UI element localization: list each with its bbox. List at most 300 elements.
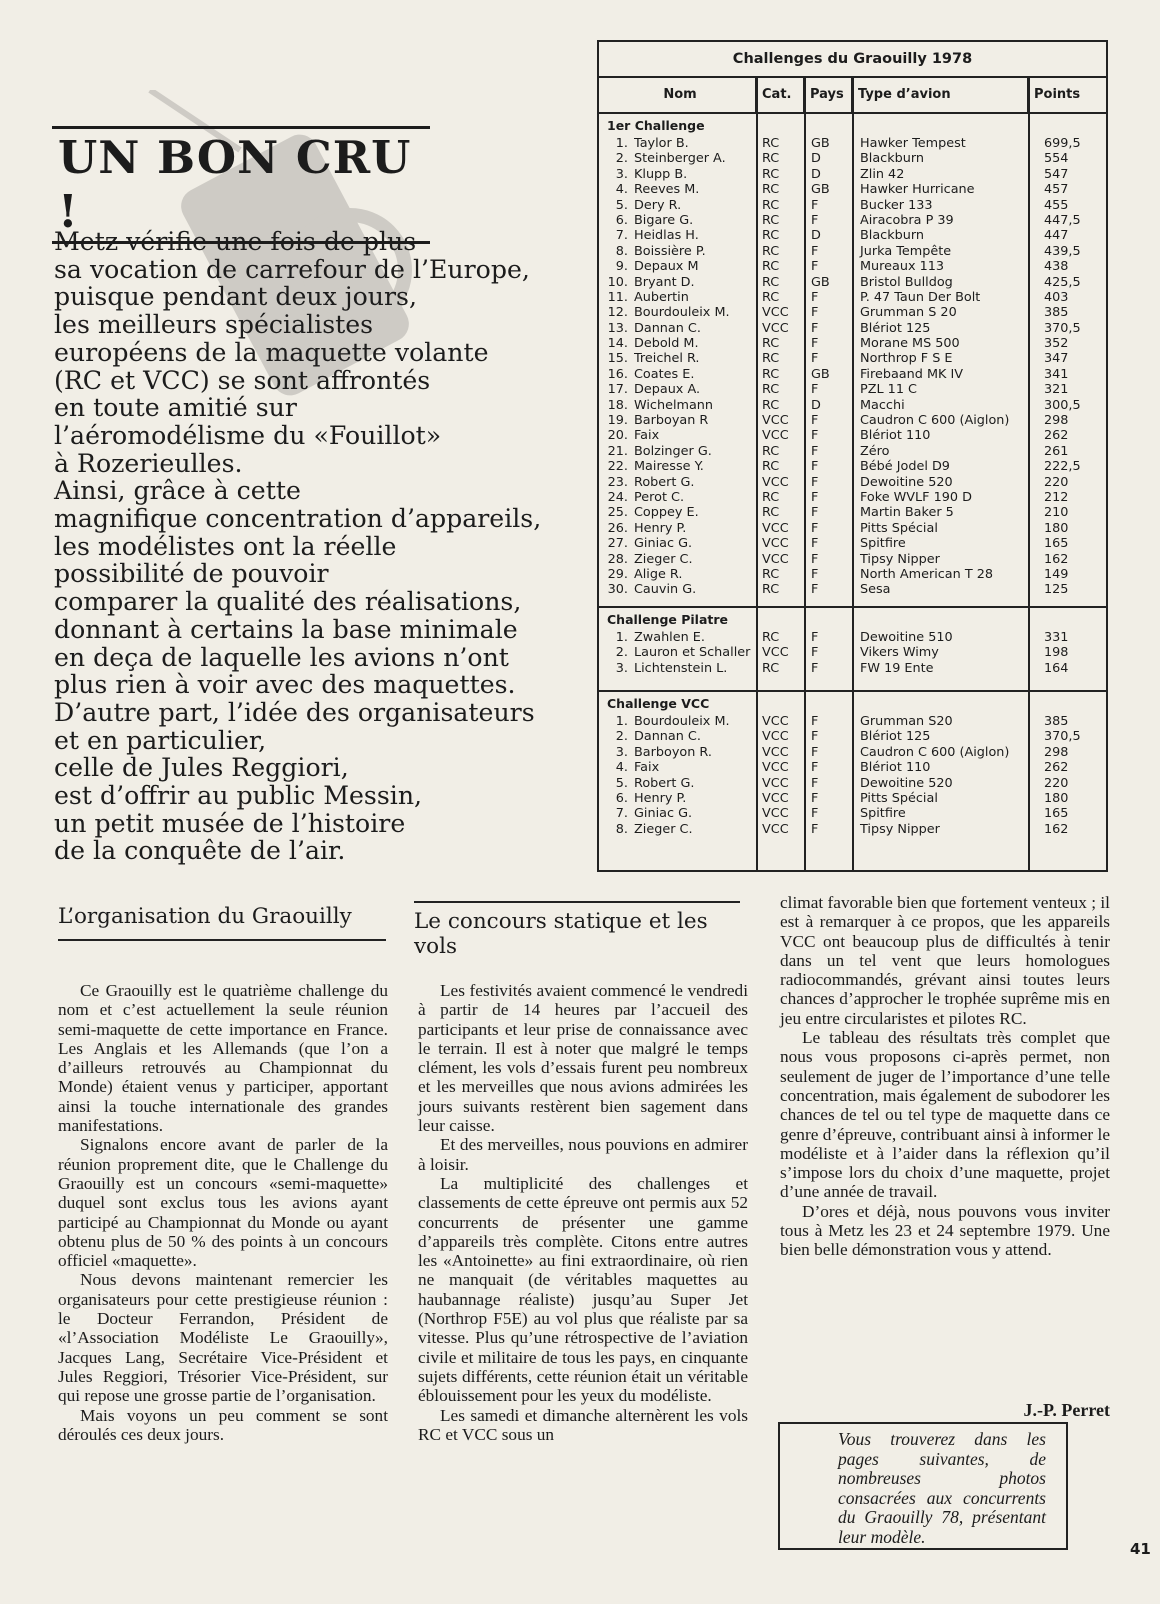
row-aircraft: Grumman S20 xyxy=(860,714,953,729)
row-name: Barboyan R xyxy=(634,413,709,429)
section-title: Challenge VCC xyxy=(607,696,710,711)
results-table xyxy=(597,40,1108,872)
row-name: Treichel R. xyxy=(634,351,700,367)
row-name: Dannan C. xyxy=(634,320,701,336)
intro-line: un petit musée de l’histoire xyxy=(54,808,406,838)
page-title: UN BON CRU ! xyxy=(58,131,412,238)
header-points: Points xyxy=(1034,87,1081,102)
row-aircraft: Macchi xyxy=(860,397,905,413)
intro-line: à Rozerieulles. xyxy=(54,448,243,478)
row-rank: 3. xyxy=(615,660,628,676)
row-rank: 1. xyxy=(615,630,628,645)
row-rank: 1. xyxy=(615,714,628,729)
row-rank: 3. xyxy=(615,166,628,182)
row-points: 447,5 xyxy=(1044,212,1081,228)
row-category: RC xyxy=(762,182,780,198)
row-category: RC xyxy=(762,243,780,259)
row-category: VCC xyxy=(762,428,789,444)
row-name: Taylor B. xyxy=(634,136,689,151)
row-rank: 2. xyxy=(615,645,628,661)
row-points: 220 xyxy=(1044,474,1069,490)
row-name: Zieger C. xyxy=(634,821,693,837)
row-rank: 18. xyxy=(607,397,628,413)
row-country: F xyxy=(811,351,819,367)
row-rank: 27. xyxy=(607,536,628,552)
row-aircraft: Blériot 125 xyxy=(860,729,931,745)
row-rank: 17. xyxy=(607,382,628,398)
row-country: F xyxy=(811,582,819,598)
row-rank: 6. xyxy=(615,790,628,806)
row-aircraft: North American T 28 xyxy=(860,566,993,582)
row-aircraft: Vikers Wimy xyxy=(860,645,939,661)
row-name: Bolzinger G. xyxy=(634,443,712,459)
row-country: F xyxy=(811,551,819,567)
row-points: 370,5 xyxy=(1044,320,1081,336)
row-rank: 7. xyxy=(615,228,628,244)
row-category: RC xyxy=(762,289,780,305)
row-points: 180 xyxy=(1044,790,1069,806)
col1-paragraph: Mais voyons un peu comment se sont déroulés ces deux jours. xyxy=(58,1405,388,1444)
row-category: RC xyxy=(762,630,780,645)
row-aircraft: Blériot 110 xyxy=(860,760,931,776)
row-points: 164 xyxy=(1044,660,1069,676)
row-name: Steinberger A. xyxy=(634,151,726,167)
row-category: VCC xyxy=(762,760,789,776)
row-aircraft: Bucker 133 xyxy=(860,197,933,213)
row-category: RC xyxy=(762,366,780,382)
row-aircraft: Sesa xyxy=(860,582,891,598)
row-country: F xyxy=(811,645,819,661)
row-category: VCC xyxy=(762,520,789,536)
row-points: 457 xyxy=(1044,182,1069,198)
intro-line: en toute amitié sur xyxy=(54,393,297,423)
row-name: Boissière P. xyxy=(634,243,706,259)
intro-line: D’autre part, l’idée des organisateurs xyxy=(54,697,535,727)
row-name: Coppey E. xyxy=(634,505,699,521)
row-name: Bigare G. xyxy=(634,212,694,228)
row-aircraft: Hawker Tempest xyxy=(860,136,966,151)
row-country: F xyxy=(811,197,819,213)
table-title: Challenges du Graouilly 1978 xyxy=(599,42,1106,78)
row-category: VCC xyxy=(762,413,789,429)
table-column-rule xyxy=(1028,78,1030,870)
row-country: F xyxy=(811,536,819,552)
row-aircraft: Martin Baker 5 xyxy=(860,505,954,521)
col1-paragraph: Ce Graouilly est le quatrième challenge du nom et c’est actuellement la seule réunion semi-maquette de cette importance en France. Les Anglais et les Allemands (que l’on a d’ailleurs retrouvés au Championnat du Monde) étaient venus y participer, apportant ainsi la touche internationale des grandes manifestations. xyxy=(58,981,388,1136)
col1-heading-block xyxy=(58,904,386,941)
col2-heading-block xyxy=(414,901,740,959)
intro-line: donnant à certains la base minimale xyxy=(54,614,518,644)
row-name: Faix xyxy=(634,428,660,444)
intro-line: les modélistes ont la réelle xyxy=(54,531,397,561)
row-category: VCC xyxy=(762,714,789,729)
row-country: F xyxy=(811,413,819,429)
row-rank: 9. xyxy=(615,259,628,275)
row-category: RC xyxy=(762,582,780,598)
row-aircraft: Morane MS 500 xyxy=(860,336,960,352)
row-rank: 23. xyxy=(607,474,628,490)
header-cat: Cat. xyxy=(756,78,804,112)
row-name: Robert G. xyxy=(634,775,695,791)
row-points: 212 xyxy=(1044,489,1069,505)
row-country: F xyxy=(811,520,819,536)
row-category: RC xyxy=(762,566,780,582)
row-aircraft: Pitts Spécial xyxy=(860,790,938,806)
row-category: VCC xyxy=(762,474,789,490)
row-category: RC xyxy=(762,228,780,244)
row-aircraft: Dewoitine 520 xyxy=(860,775,953,791)
row-points: 699,5 xyxy=(1044,136,1081,151)
row-rank: 3. xyxy=(615,744,628,760)
row-rank: 7. xyxy=(615,806,628,822)
row-rank: 4. xyxy=(615,760,628,776)
row-name: Zwahlen E. xyxy=(634,630,705,645)
row-aircraft: Blackburn xyxy=(860,151,925,167)
intro-line: comparer la qualité des réalisations, xyxy=(54,587,522,617)
row-name: Coates E. xyxy=(634,366,695,382)
row-rank: 29. xyxy=(607,566,628,582)
row-category: RC xyxy=(762,489,780,505)
row-name: Dannan C. xyxy=(634,729,701,745)
intro-line: possibilité de pouvoir xyxy=(54,559,329,589)
row-name: Heidlas H. xyxy=(634,228,699,244)
row-category: RC xyxy=(762,351,780,367)
row-aircraft: PZL 11 C xyxy=(860,382,917,398)
row-name: Depaux M xyxy=(634,259,699,275)
row-points: 341 xyxy=(1044,366,1069,382)
row-aircraft: Zlin 42 xyxy=(860,166,905,182)
row-aircraft: Tipsy Nipper xyxy=(860,821,940,837)
row-aircraft: Pitts Spécial xyxy=(860,520,938,536)
row-country: F xyxy=(811,259,819,275)
row-aircraft: Tipsy Nipper xyxy=(860,551,940,567)
row-points: 331 xyxy=(1044,630,1069,645)
row-points: 198 xyxy=(1044,645,1069,661)
row-rank: 5. xyxy=(615,775,628,791)
table-column-rule xyxy=(756,78,758,870)
row-points: 165 xyxy=(1044,536,1069,552)
row-points: 262 xyxy=(1044,428,1069,444)
row-rank: 2. xyxy=(615,729,628,745)
row-name: Mairesse Y. xyxy=(634,459,704,475)
row-points: 321 xyxy=(1044,382,1069,398)
row-country: F xyxy=(811,382,819,398)
col3-text xyxy=(780,893,1110,1260)
row-category: RC xyxy=(762,212,780,228)
row-country: F xyxy=(811,489,819,505)
row-name: Zieger C. xyxy=(634,551,693,567)
row-aircraft: Blériot 125 xyxy=(860,320,931,336)
row-points: 298 xyxy=(1044,413,1069,429)
section-title: Challenge Pilatre xyxy=(607,612,729,627)
row-category: RC xyxy=(762,459,780,475)
row-name: Depaux A. xyxy=(634,382,701,398)
row-aircraft: Bristol Bulldog xyxy=(860,274,953,290)
row-aircraft: Grumman S 20 xyxy=(860,305,957,321)
row-points: 162 xyxy=(1044,821,1069,837)
row-points: 125 xyxy=(1044,582,1069,598)
row-category: VCC xyxy=(762,821,789,837)
intro-text xyxy=(54,228,584,865)
row-country: F xyxy=(811,660,819,676)
row-country: F xyxy=(811,821,819,837)
row-country: D xyxy=(811,228,821,244)
row-points: 300,5 xyxy=(1044,397,1081,413)
row-points: 261 xyxy=(1044,443,1069,459)
row-points: 347 xyxy=(1044,351,1069,367)
row-name: Alige R. xyxy=(634,566,683,582)
row-points: 554 xyxy=(1044,151,1069,167)
row-name: Bourdouleix M. xyxy=(634,305,730,321)
col3-paragraph: Le tableau des résultats très complet que nous vous proposons ci-après permet, non seulement de juger de l’importance d’une telle concentration, mais également de subodorer les chances de tel ou tel type de maquette dans ce genre d’épreuve, contribuant ainsi à informer le modéliste et à l’aider dans la réflexion qu’il s’impose lors du choix d’une maquette, projet d’une année de travail. xyxy=(780,1028,1110,1202)
row-points: 385 xyxy=(1044,305,1069,321)
intro-line: celle de Jules Reggiori, xyxy=(54,753,349,783)
row-category: RC xyxy=(762,397,780,413)
row-category: VCC xyxy=(762,775,789,791)
header-type: Type d’avion xyxy=(852,78,1028,112)
row-category: RC xyxy=(762,336,780,352)
section-title: 1er Challenge xyxy=(607,118,705,133)
row-country: GB xyxy=(811,182,830,198)
row-category: RC xyxy=(762,166,780,182)
row-aircraft: Hawker Hurricane xyxy=(860,182,975,198)
row-name: Lauron et Schaller xyxy=(634,645,751,661)
row-points: 438 xyxy=(1044,259,1069,275)
row-points: 447 xyxy=(1044,228,1069,244)
row-country: F xyxy=(811,336,819,352)
row-aircraft: Firebaand MK IV xyxy=(860,366,963,382)
col3-paragraph: climat favorable bien que fortement venteux ; il est à remarquer à ce propos, que les appareils VCC ont beaucoup plus de difficultés à tenir dans un tel vent que leurs homologues radiocommandés, grévant ainsi toutes leurs chances d’approcher le trophée suprême mis en jeu entre circularistes et pilotes RC. xyxy=(780,893,1110,1028)
row-country: F xyxy=(811,505,819,521)
row-name: Reeves M. xyxy=(634,182,700,198)
row-category: RC xyxy=(762,660,780,676)
signature: J.-P. Perret xyxy=(1023,1400,1110,1420)
row-name: Lichtenstein L. xyxy=(634,660,728,676)
row-country: F xyxy=(811,289,819,305)
row-name: Henry P. xyxy=(634,520,687,536)
row-country: F xyxy=(811,790,819,806)
col2-paragraph: Et des merveilles, nous pouvions en admirer à loisir. xyxy=(418,1135,748,1174)
row-aircraft: Zéro xyxy=(860,443,890,459)
col1-text xyxy=(58,981,388,1444)
row-country: GB xyxy=(811,274,830,290)
row-category: VCC xyxy=(762,744,789,760)
row-category: VCC xyxy=(762,645,789,661)
row-aircraft: Caudron C 600 (Aiglon) xyxy=(860,413,1010,429)
row-rank: 2. xyxy=(615,151,628,167)
row-rank: 20. xyxy=(607,428,628,444)
row-category: RC xyxy=(762,443,780,459)
col1-heading: L’organisation du Graouilly xyxy=(58,904,352,929)
intro-line: en deça de laquelle les avions n’ont xyxy=(54,642,509,672)
row-points: 439,5 xyxy=(1044,243,1081,259)
row-points: 262 xyxy=(1044,760,1069,776)
intro-line: européens de la maquette volante xyxy=(54,337,489,367)
row-country: F xyxy=(811,775,819,791)
page-number: 41 xyxy=(1130,1540,1151,1558)
intro-line: de la conquête de l’air. xyxy=(54,836,346,866)
intro-line: plus rien à voir avec des maquettes. xyxy=(54,670,516,700)
intro-line: puisque pendant deux jours, xyxy=(54,282,417,312)
row-aircraft: Caudron C 600 (Aiglon) xyxy=(860,744,1010,760)
intro-line: sa vocation de carrefour de l’Europe, xyxy=(54,254,530,284)
row-category: VCC xyxy=(762,536,789,552)
row-aircraft: Mureaux 113 xyxy=(860,259,945,275)
intro-line: les meilleurs spécialistes xyxy=(54,310,374,340)
row-category: RC xyxy=(762,259,780,275)
photos-notice-box: Vous trouverez dans les pages suivantes, de nombreuses photos consacrées aux concurrents du Graouilly 78, présentant leur modèle. xyxy=(778,1422,1068,1550)
row-aircraft: Jurka Tempête xyxy=(860,243,952,259)
row-aircraft: Dewoitine 520 xyxy=(860,474,953,490)
row-aircraft: P. 47 Taun Der Bolt xyxy=(860,289,981,305)
row-country: D xyxy=(811,397,821,413)
header-nom: Nom xyxy=(599,78,756,112)
row-name: Bryant D. xyxy=(634,274,695,290)
col2-text xyxy=(418,981,748,1444)
row-name: Aubertin xyxy=(634,289,689,305)
row-rank: 13. xyxy=(607,320,628,336)
row-country: GB xyxy=(811,136,830,151)
intro-line: est d’offrir au public Messin, xyxy=(54,781,423,811)
row-category: RC xyxy=(762,136,780,151)
col2-heading: Le concours statique et les vols xyxy=(414,909,708,959)
row-name: Giniac G. xyxy=(634,806,693,822)
row-country: F xyxy=(811,729,819,745)
row-category: RC xyxy=(762,274,780,290)
row-aircraft: Dewoitine 510 xyxy=(860,630,953,645)
row-country: F xyxy=(811,714,819,729)
row-country: F xyxy=(811,320,819,336)
row-rank: 25. xyxy=(607,505,628,521)
col1-heading-rule xyxy=(58,939,386,941)
intro-line: (RC et VCC) se sont affrontés xyxy=(54,365,431,395)
row-country: F xyxy=(811,744,819,760)
row-country: F xyxy=(811,459,819,475)
row-name: Cauvin G. xyxy=(634,582,697,598)
intro-line: magnifique concentration d’appareils, xyxy=(54,504,542,534)
row-aircraft: Spitfire xyxy=(860,536,906,552)
row-rank: 11. xyxy=(607,289,628,305)
row-aircraft: Northrop F S E xyxy=(860,351,953,367)
row-aircraft: Airacobra P 39 xyxy=(860,212,954,228)
row-aircraft: Blériot 110 xyxy=(860,428,931,444)
row-rank: 12. xyxy=(607,305,628,321)
row-category: VCC xyxy=(762,806,789,822)
row-country: F xyxy=(811,630,819,645)
row-points: 180 xyxy=(1044,520,1069,536)
intro-line: l’aéromodélisme du «Fouillot» xyxy=(54,420,442,450)
row-points: 210 xyxy=(1044,505,1069,521)
row-points: 220 xyxy=(1044,775,1069,791)
row-category: VCC xyxy=(762,729,789,745)
row-category: RC xyxy=(762,151,780,167)
col2-heading-rule xyxy=(414,901,740,903)
row-country: F xyxy=(811,806,819,822)
row-rank: 6. xyxy=(615,212,628,228)
col2-paragraph: Les samedi et dimanche alternèrent les vols RC et VCC sous un xyxy=(418,1405,748,1444)
row-aircraft: Bébé Jodel D9 xyxy=(860,459,950,475)
row-rank: 26. xyxy=(607,520,628,536)
table-column-rule xyxy=(852,78,854,870)
header-pays: Pays xyxy=(804,78,852,112)
row-country: GB xyxy=(811,366,830,382)
col1-paragraph: Signalons encore avant de parler de la réunion proprement dite, que le Challenge du Graouilly est un concours «semi-maquette» duquel sont exclus tous les avions ayant participé au Championnat du Monde ou ayant obtenu plus de 50 % des points à un concours officiel «maquette». xyxy=(58,1135,388,1271)
col3-paragraph: D’ores et déjà, nous pouvons vous inviter tous à Metz les 23 et 24 septembre 1979. Une bien belle démonstration vous y attend. xyxy=(780,1201,1110,1260)
row-name: Perot C. xyxy=(634,489,685,505)
row-rank: 8. xyxy=(615,243,628,259)
row-points: 370,5 xyxy=(1044,729,1081,745)
row-rank: 16. xyxy=(607,366,628,382)
row-country: F xyxy=(811,443,819,459)
row-category: VCC xyxy=(762,320,789,336)
row-country: F xyxy=(811,428,819,444)
row-points: 149 xyxy=(1044,566,1069,582)
row-category: VCC xyxy=(762,305,789,321)
col2-paragraph: La multiplicité des challenges et classements de cette épreuve ont permis aux 52 concurrents de présenter une gamme d’appareils très complète. Citons entre autres les «Antoinette» au fini extraordinaire, où rien ne manquait (de véritables maquettes au haubannage réaliste) jusqu’au Super Jet (Northrop F5E) au vol plus que réaliste par sa vitesse. Plus qu’une rétrospective de l’aviation civile et militaire de tous les pays, en cinquante sujets différents, cette réunion était un véritable éblouissement pour les yeux du modéliste. xyxy=(418,1173,748,1406)
row-points: 165 xyxy=(1044,806,1069,822)
row-rank: 24. xyxy=(607,489,628,505)
row-country: F xyxy=(811,305,819,321)
row-rank: 14. xyxy=(607,336,628,352)
row-country: D xyxy=(811,166,821,182)
row-country: F xyxy=(811,212,819,228)
row-rank: 15. xyxy=(607,351,628,367)
row-name: Giniac G. xyxy=(634,536,693,552)
row-category: RC xyxy=(762,505,780,521)
row-points: 222,5 xyxy=(1044,459,1081,475)
row-rank: 21. xyxy=(607,443,628,459)
row-rank: 22. xyxy=(607,459,628,475)
row-rank: 19. xyxy=(607,413,628,429)
row-name: Debold M. xyxy=(634,336,699,352)
row-points: 403 xyxy=(1044,289,1069,305)
row-rank: 4. xyxy=(615,182,628,198)
row-aircraft: Foke WVLF 190 D xyxy=(860,489,972,505)
row-points: 547 xyxy=(1044,166,1069,182)
col1-paragraph: Nous devons maintenant remercier les organisateurs pour cette prestigieuse réunion : le Docteur Ferrandon, Président de «l’Association Modéliste Le Graouilly», Jacques Lang, Secrétaire Vice-Président et Jules Reggiori, Trésorier Vice-Président, sur qui repose une grosse partie de l’organisation. xyxy=(58,1270,388,1406)
row-country: F xyxy=(811,566,819,582)
row-aircraft: Blackburn xyxy=(860,228,925,244)
row-country: F xyxy=(811,243,819,259)
row-points: 298 xyxy=(1044,744,1069,760)
row-category: VCC xyxy=(762,551,789,567)
row-points: 425,5 xyxy=(1044,274,1081,290)
row-aircraft: Spitfire xyxy=(860,806,906,822)
intro-line: et en particulier, xyxy=(54,725,267,755)
table-column-rule xyxy=(804,78,806,870)
row-name: Klupp B. xyxy=(634,166,688,182)
row-rank: 30. xyxy=(607,582,628,598)
row-country: F xyxy=(811,474,819,490)
row-rank: 1. xyxy=(615,136,628,151)
row-name: Henry P. xyxy=(634,790,687,806)
row-name: Faix xyxy=(634,760,660,776)
row-points: 455 xyxy=(1044,197,1069,213)
col2-paragraph: Les festivités avaient commencé le vendredi à partir de 14 heures par l’accueil des participants et leur prise de connaissance avec le terrain. Il est à noter que malgré le temps clément, les vols d’essais furent peu nombreux et les merveilles que nous avions admirées les jours suivants restèrent bien sagement dans leur caisse. xyxy=(418,981,748,1136)
row-rank: 5. xyxy=(615,197,628,213)
intro-line: Ainsi, grâce à cette xyxy=(54,476,301,506)
row-category: RC xyxy=(762,197,780,213)
intro-line: Metz vérifie une fois de plus xyxy=(54,227,417,256)
row-category: RC xyxy=(762,382,780,398)
row-points: 162 xyxy=(1044,551,1069,567)
row-points: 352 xyxy=(1044,336,1069,352)
row-aircraft: FW 19 Ente xyxy=(860,660,934,676)
row-country: D xyxy=(811,151,821,167)
row-rank: 28. xyxy=(607,551,628,567)
row-name: Robert G. xyxy=(634,474,695,490)
row-category: VCC xyxy=(762,790,789,806)
